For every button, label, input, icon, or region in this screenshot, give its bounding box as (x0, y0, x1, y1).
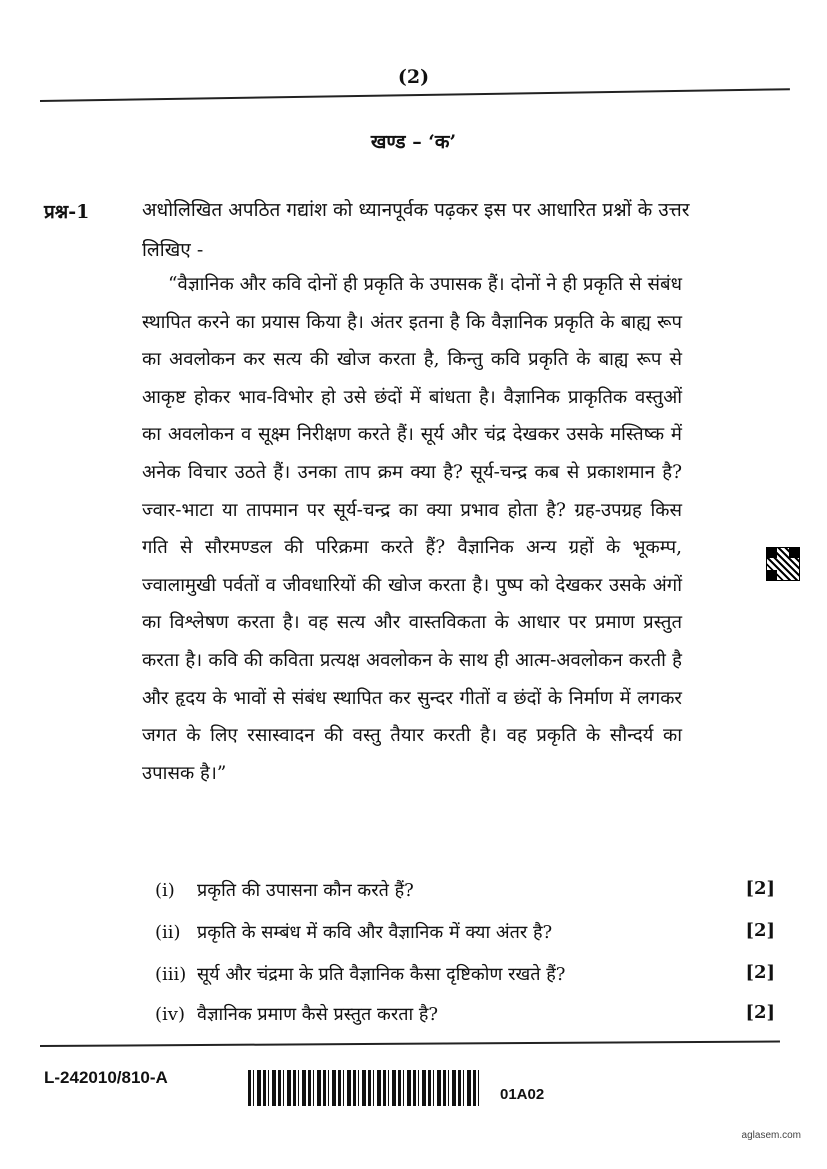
page-code: 01A02 (500, 1086, 545, 1103)
qr-code-icon (766, 547, 800, 581)
paper-code: L-242010/810-A (44, 1068, 168, 1087)
marks: [2] (745, 920, 775, 941)
sub-question-text: प्रकृति की उपासना कौन करते हैं? (197, 880, 414, 901)
sub-question-number: (iv) (155, 1004, 185, 1025)
passage-text: “वैज्ञानिक और कवि दोनों ही प्रकृति के उपासक हैं। दोनों ने ही प्रकृति से संबंध स्थापित करने का प्रयास किया है। अंतर इतना है कि वैज्ञानिक प्रकृति के बाह्य रूप का अवलोकन कर सत्य की खोज करता है, किन्तु कवि प्रकृति के बाह्य रूप से आकृष्ट होकर भाव-विभोर हो उसे छंदों में बांधता है। वैज्ञानिक प्राकृतिक वस्तुओं का अवलोकन व सूक्ष्म निरीक्षण करते हैं। सूर्य और चंद्र देखकर उसके मस्तिष्क में अनेक विचार उठते हैं। उनका ताप क्रम क्या है? सूर्य-चन्द्र कब से प्रकाशमान है? ज्वार-भाटा या तापमान पर सूर्य-चन्द्र का क्या प्रभाव होता है? ग्रह-उपग्रह किस गति से सौरमण्डल की परिक्रमा करते हैं? वैज्ञानिक अन्य ग्रहों के भूकम्प, ज्वालामुखी पर्वतों व जीवधारियों की खोज करता है। पुष्प को देखकर उसके अंगों का विश्लेषण करता है। वह सत्य और वास्तविकता के आधार पर प्रमाण प्रस्तुत करता है। कवि की कविता प्रत्यक्ष अवलोकन के साथ ही आत्म-अवलोकन करती है और हृदय के भावों से संबंध स्थापित कर सुन्दर गीतों व छंदों के निर्माण में लगकर जगत के लिए रसास्वादन की वस्तु तैयार करती है। वह प्रकृति के सौन्दर्य का उपासक है।” (142, 274, 682, 784)
marks: [2] (745, 878, 775, 899)
question-label: प्रश्न-1 (44, 201, 90, 223)
sub-question-number: (i) (155, 880, 175, 901)
page-number: (2) (397, 66, 430, 88)
sub-question-number: (iii) (155, 964, 187, 985)
sub-question-text: सूर्य और चंद्रमा के प्रति वैज्ञानिक कैसा दृष्टिकोण रखते हैं? (197, 964, 566, 985)
marks: [2] (745, 1002, 775, 1023)
sub-question (155, 920, 775, 944)
watermark: aglasem.com (741, 1130, 801, 1141)
sub-question (155, 962, 775, 986)
top-divider (40, 88, 790, 102)
sub-question-text: वैज्ञानिक प्रमाण कैसे प्रस्तुत करता है? (197, 1004, 439, 1025)
sub-question-text: प्रकृति के सम्बंध में कवि और वैज्ञानिक में क्या अंतर है? (197, 922, 553, 943)
marks: [2] (745, 962, 775, 983)
question-intro: अधोलिखित अपठित गद्यांश को ध्यानपूर्वक पढ़कर इस पर आधारित प्रश्नों के उत्तर लिखिए - (142, 199, 690, 261)
sub-question-number: (ii) (155, 922, 181, 943)
sub-question (155, 1002, 775, 1026)
barcode-icon (248, 1070, 480, 1106)
sub-question (155, 878, 775, 902)
bottom-divider (40, 1040, 780, 1047)
section-title: खण्ड – ‘क’ (370, 131, 457, 153)
